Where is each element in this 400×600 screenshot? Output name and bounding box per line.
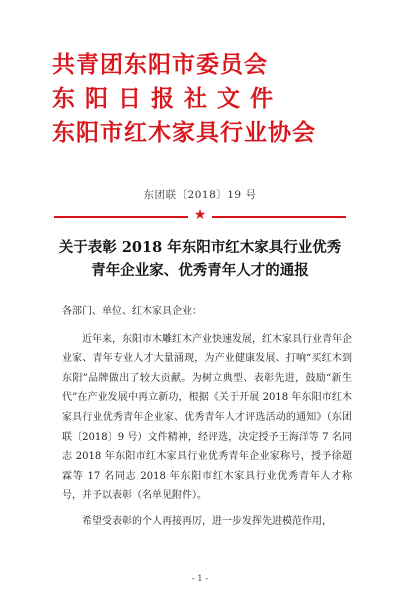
divider-line-left	[54, 216, 188, 218]
title-line-1: 关于表彰 2018 年东阳市红木家具行业优秀	[58, 239, 342, 256]
org-line-daily-news: 东阳日报社文件	[52, 85, 283, 112]
divider-line-right	[212, 216, 346, 218]
document-number: 东团联〔2018〕19 号	[143, 189, 257, 201]
body-paragraph-1: 近年来，东阳市木雕红木产业快速发展，红木家具行业青年企业家、青年专业人才大量涌现，为产业健康发展、打响“买红木到东阳”品牌做出了较大贡献。为树立典型、表彰先进，鼓励“新生代”在产业发展中再立新功，根据《关于开展 2018 年东阳市红木家具行业优秀青年企业家、优秀青年人才评选活动的通知》（东团联〔2018〕9 号）文件精神，经评选，决定授予王海洋等 7 名同志 2018 年东阳市红木家具行业优秀青年企业家称号，授予徐超霖等 17 名同志 2018 年东阳市红木家具行业优秀青年人才称号，并予以表彰（名单见附件）。	[62, 333, 352, 502]
title-line-2: 青年企业家、优秀青年人才的通报	[91, 262, 309, 279]
salutation: 各部门、单位、红木家具企业：	[62, 306, 202, 317]
org-line-furniture-association: 东阳市红木家具行业协会	[52, 119, 316, 146]
document-title	[0, 236, 400, 282]
issuing-organizations-header	[52, 48, 372, 150]
org-line-youth-league: 共青团东阳市委员会	[52, 51, 268, 78]
document-body	[62, 302, 352, 532]
body-paragraph-2: 希望受表彰的个人再接再厉，进一步发挥先进模范作用，	[82, 515, 332, 527]
star-icon: ★	[193, 207, 207, 223]
page-number: - 1 -	[191, 574, 209, 584]
red-divider	[54, 207, 346, 223]
